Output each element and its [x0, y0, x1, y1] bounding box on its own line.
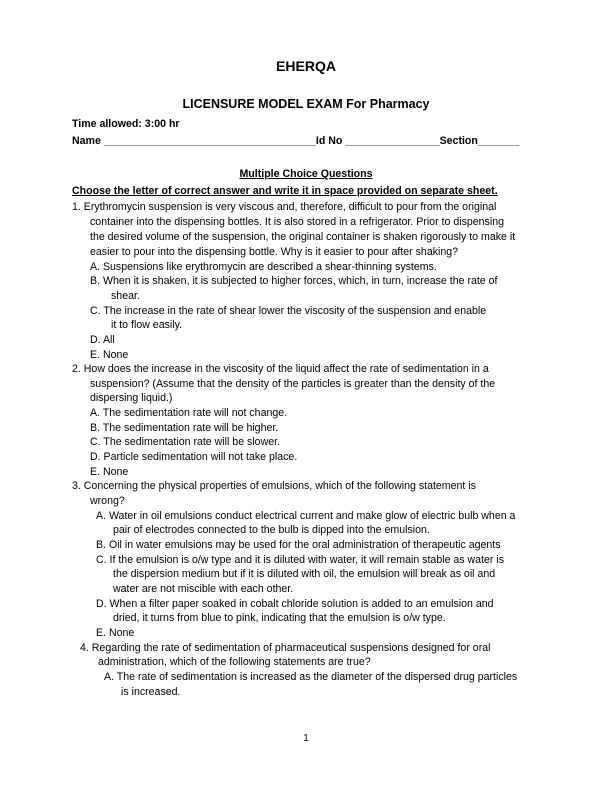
option-a-cont: pair of electrodes connected to the bulb is dipped into the emulsion.: [113, 524, 430, 536]
name-id-section-line: Name ____________________________________Id No ________________Section_______: [72, 135, 520, 147]
org-heading: EHERQA: [276, 58, 336, 74]
question-text: administration, which of the following statements are true?: [98, 656, 371, 668]
section-title: Multiple Choice Questions: [239, 168, 373, 180]
page-number: 1: [303, 733, 309, 744]
time-allowed: Time allowed: 3:00 hr: [72, 118, 180, 130]
option-c-cont: the dispersion medium but if it is diluted with oil, the emulsion will break as oil and: [113, 568, 496, 580]
question-text: the desired volume of the suspension, the original container is shaken rigorously to make it: [90, 231, 516, 243]
question-text: 4. Regarding the rate of sedimentation of pharmaceutical suspensions designed for oral: [80, 642, 491, 654]
option-b-cont: shear.: [111, 290, 140, 302]
question-text: 2. How does the increase in the viscosity of the liquid affect the rate of sedimentation in a: [72, 363, 489, 375]
question-text: dispersing liquid.): [90, 392, 173, 404]
option-a: A. The rate of sedimentation is increased as the diameter of the dispersed drug particles: [104, 671, 518, 683]
question-text: 3. Concerning the physical properties of emulsions, which of the following statement is: [72, 480, 476, 492]
option-b: B. Oil in water emulsions may be used for the oral administration of therapeutic agents: [96, 539, 501, 551]
question-text: wrong?: [90, 495, 125, 507]
option-a-cont: is increased.: [121, 686, 181, 698]
option-d: D. Particle sedimentation will not take place.: [90, 451, 298, 463]
option-a: A. Suspensions like erythromycin are described a shear-thinning systems.: [90, 261, 437, 273]
option-c: C. The increase in the rate of shear lower the viscosity of the suspension and enable: [90, 305, 487, 317]
section-instruction: Choose the letter of correct answer and write it in space provided on separate sheet.: [72, 185, 498, 197]
option-b: B. When it is shaken, it is subjected to higher forces, which, in turn, increase the rate of: [90, 275, 498, 287]
exam-title: LICENSURE MODEL EXAM For Pharmacy: [182, 97, 430, 111]
option-e: E. None: [96, 627, 135, 639]
option-d: D. When a filter paper soaked in cobalt chloride solution is added to an emulsion and: [96, 598, 494, 610]
option-b: B. The sedimentation rate will be higher.: [90, 422, 279, 434]
question-text: suspension? (Assume that the density of the particles is greater than the density of the: [90, 378, 496, 390]
option-e: E. None: [90, 349, 129, 361]
option-c-cont: water are not miscible with each other.: [113, 583, 294, 595]
option-d-cont: dried, it turns from blue to pink, indicating that the emulsion is o/w type.: [113, 612, 446, 624]
option-c: C. The sedimentation rate will be slower.: [90, 436, 280, 448]
option-e: E. None: [90, 466, 129, 478]
option-a: A. The sedimentation rate will not change.: [90, 407, 288, 419]
option-a: A. Water in oil emulsions conduct electrical current and make glow of electric bulb when a: [96, 510, 516, 522]
option-c: C. If the emulsion is o/w type and it is diluted with water, it will remain stable as water is: [96, 554, 505, 566]
option-c-cont: it to flow easily.: [111, 319, 183, 331]
option-d: D. All: [90, 334, 115, 346]
question-text: easier to pour into the dispensing bottle. Why is it easier to pour after shaking?: [90, 246, 459, 258]
question-text: container into the dispensing bottles. It is also stored in a refrigerator. Prior to dispensing: [90, 216, 504, 228]
question-text: 1. Erythromycin suspension is very viscous and, therefore, difficult to pour from the original: [72, 201, 497, 213]
